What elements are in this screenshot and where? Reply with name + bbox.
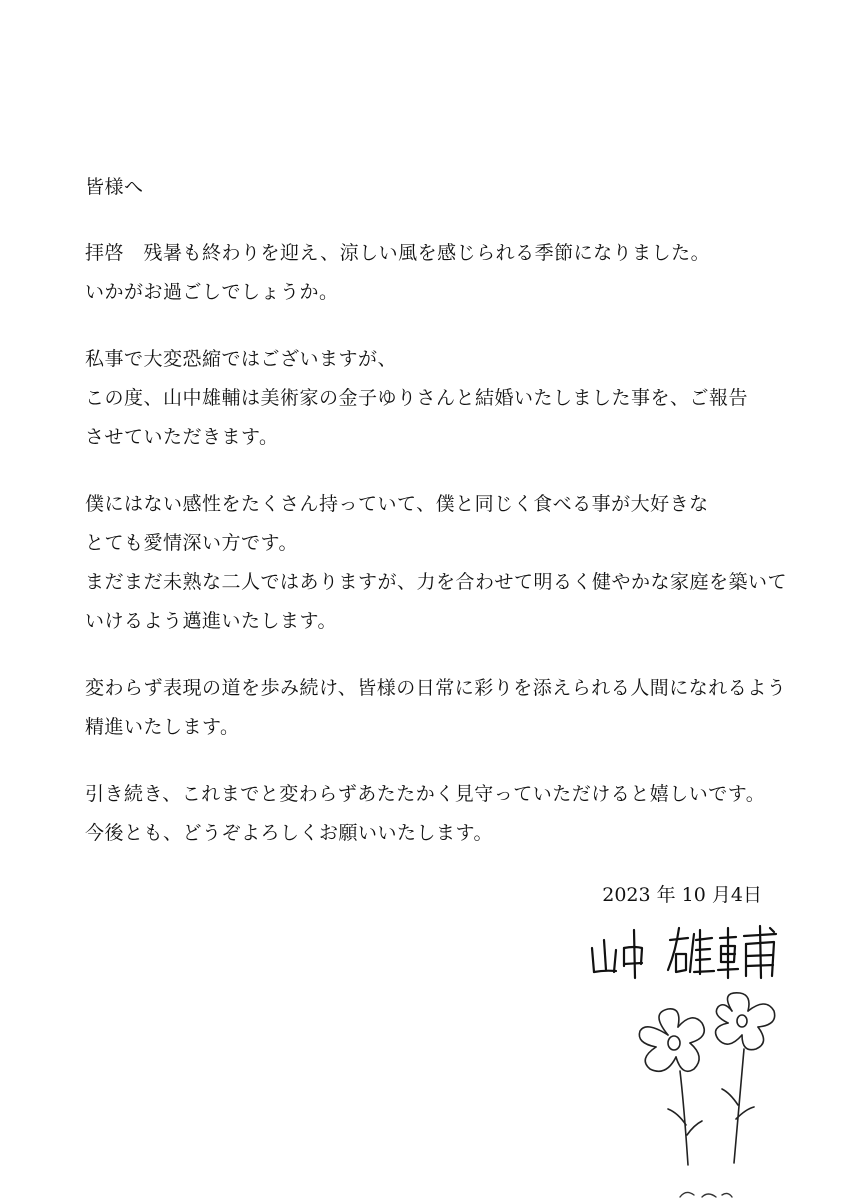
- paragraph-resolve: [85, 669, 785, 747]
- flower-drawing-icon: [620, 985, 790, 1175]
- text-line: 今後とも、どうぞよろしくお願いいたします。: [85, 822, 493, 844]
- text-line: 精進いたします。: [85, 716, 240, 738]
- letter-body: [85, 168, 788, 881]
- text-line: とても愛情深い方です。: [85, 532, 298, 554]
- paragraph-closing: [85, 775, 785, 853]
- text-line: させていただきます。: [85, 426, 279, 448]
- salutation: 皆様へ: [85, 176, 144, 198]
- text-line: 引き続き、これまでと変わらずあたたかく見守っていただけると嬉しいです。: [85, 783, 766, 805]
- text-line: まだまだ未熟な二人ではありますが、力を合わせて明るく健やかな家庭を築いて: [85, 571, 788, 593]
- text-line: いかがお過ごしでしょうか。: [85, 281, 339, 303]
- text-line: この度、山中雄輔は美術家の金子ゆりさんと結婚いたしました事を、ご報告: [85, 387, 749, 409]
- text-line: 私事で大変恐縮ではございますが、: [85, 348, 398, 370]
- text-line: 僕にはない感性をたくさん持っていて、僕と同じく食べる事が大好きな: [85, 493, 709, 515]
- text-line: 拝啓 残暑も終わりを迎え、涼しい風を感じられる季節になりました。: [85, 242, 711, 264]
- paragraph-greeting: [85, 234, 785, 312]
- sketch-mark-icon: [676, 1185, 736, 1200]
- letter-date: 2023 年 10 月4日: [602, 884, 762, 906]
- handwritten-signature-icon: [584, 920, 784, 980]
- text-line: いけるよう邁進いたします。: [85, 610, 337, 632]
- text-line: 変わらず表現の道を歩み続け、皆様の日常に彩りを添えられる人間になれるよう: [85, 677, 787, 699]
- paragraph-partner: [85, 485, 788, 641]
- paragraph-announcement: [85, 340, 785, 457]
